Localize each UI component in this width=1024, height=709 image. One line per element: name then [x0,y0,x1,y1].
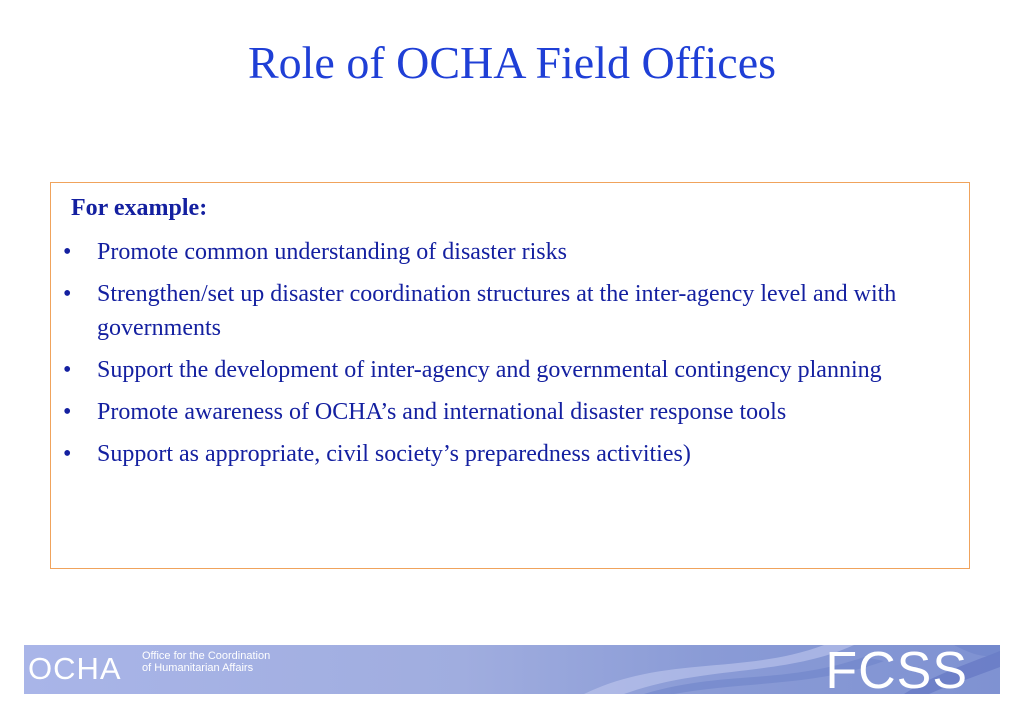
bullet-dot-icon: • [63,239,72,265]
bullet-text: Strengthen/set up disaster coordination structures at the inter-agency level and with governments [97,281,897,341]
bullet-dot-icon: • [63,281,72,307]
bullet-list [59,235,959,479]
bullet-item [59,277,959,345]
bullet-text: Support the development of inter-agency and governmental contingency planning [97,357,882,383]
fcss-logo: FCSS [825,645,968,694]
footer-banner [24,645,1000,694]
content-box [50,182,970,569]
ocha-subtitle-line-1: Office for the Coordination [142,650,271,662]
bullet-dot-icon: • [63,441,72,467]
bullet-item [59,353,959,387]
bullet-dot-icon: • [63,399,72,425]
ocha-logo: OCHA [28,651,122,686]
bullet-item [59,395,959,429]
bullet-text: Promote awareness of OCHA’s and international disaster response tools [97,399,787,425]
ocha-subtitle-line-2: of Humanitarian Affairs [142,662,254,674]
ocha-subtitle [142,650,270,674]
intro-heading: For example: [71,195,208,221]
bullet-item [59,437,959,471]
bullet-text: Promote common understanding of disaster risks [97,239,567,265]
slide-title: Role of OCHA Field Offices [247,37,777,88]
bullet-text: Support as appropriate, civil society’s preparedness activities) [97,441,691,467]
bullet-dot-icon: • [63,357,72,383]
bullet-item [59,235,959,269]
